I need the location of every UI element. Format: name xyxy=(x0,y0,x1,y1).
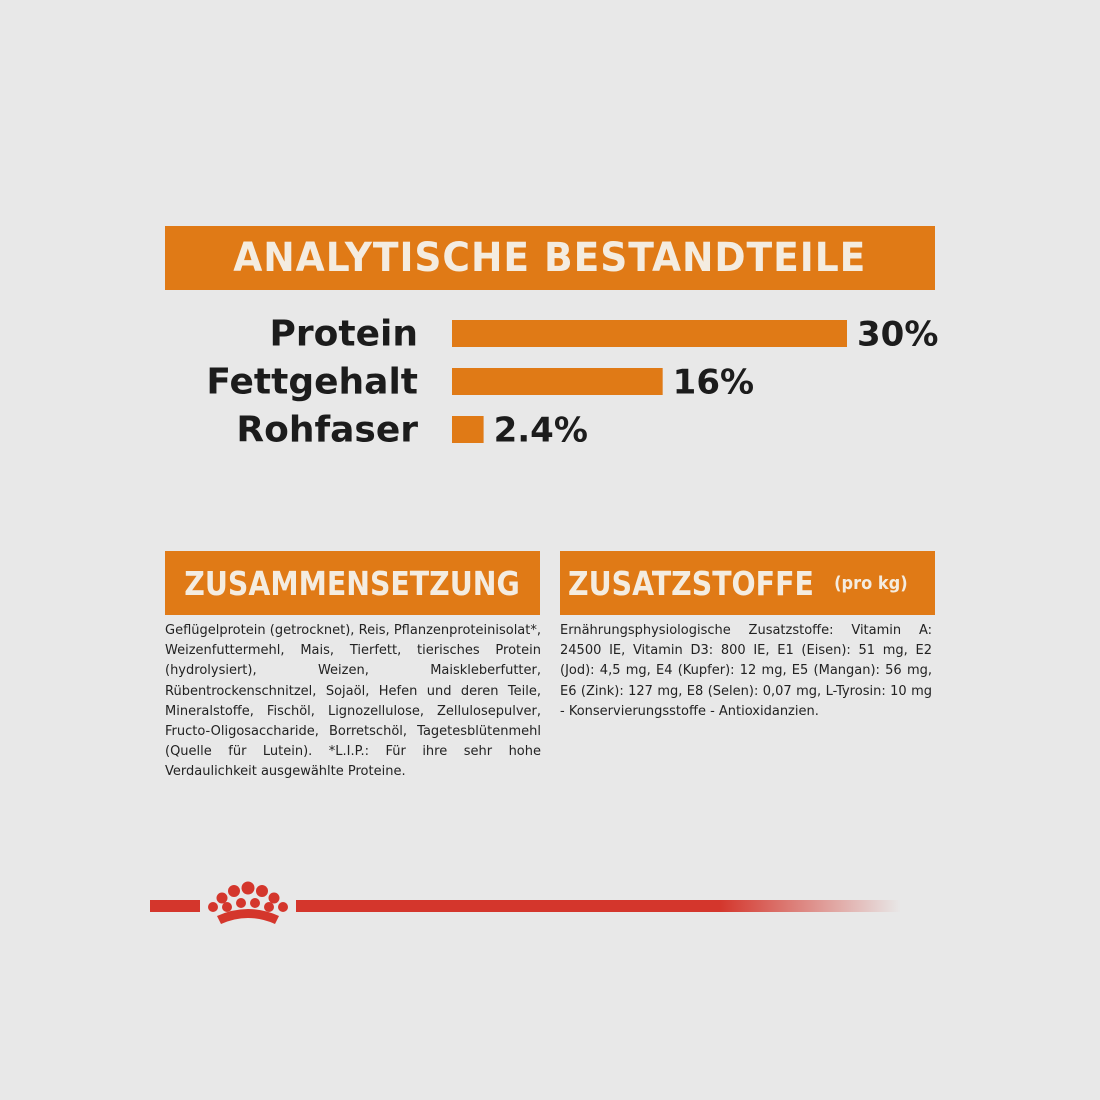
value-label-rohfaser: 2.4% xyxy=(493,410,588,451)
value-label-protein: 30% xyxy=(857,314,939,355)
bar-rohfaser xyxy=(452,416,484,443)
crown-icon xyxy=(205,880,291,928)
bar-protein xyxy=(452,320,847,347)
analysis-header xyxy=(165,226,935,290)
brand-line-right xyxy=(296,900,901,912)
additives-subtitle: (pro kg) xyxy=(833,572,908,594)
analysis-title: ANALYTISCHE BESTANDTEILE xyxy=(233,235,867,281)
composition-text: Geflügelprotein (getrocknet), Reis, Pflanzenproteinisolat*, Weizenfuttermehl, Mais, Tierfett, tierisches Protein (hydrolysiert), Weizen, Maiskleberfutter, Rübentrockenschnitzel, Sojaöl, Hefen und deren Teile, Mineralstoffe, Fischöl, Lignozellulose, Zellulosepulver, Fructo-Oligosaccharide, Borretschöl, Tagetesblütenmehl (Quelle für Lutein). *L.I.P.: Für ihre sehr hohe Verdaulichkeit ausgewählte Proteine. xyxy=(165,623,541,780)
additives-header xyxy=(560,551,935,615)
value-label-fettgehalt: 16% xyxy=(672,362,755,403)
category-label-fettgehalt: Fettgehalt xyxy=(206,361,418,403)
composition-header xyxy=(165,551,540,615)
bar-fettgehalt xyxy=(452,368,663,395)
additives-text: Ernährungsphysiologische Zusatzstoffe: Vitamin A: 24500 IE, Vitamin D3: 800 IE, E1 (Eisen): 51 mg, E2 (Jod): 4,5 mg, E4 (Kupfer): 12 mg, E5 (Mangan): 56 mg, E6 (Zink): 127 mg, E8 (Selen): 0,07 mg, L-Tyrosin: 10 mg - Konservierungsstoffe - Antioxidanzien. xyxy=(560,623,932,719)
additives-title: ZUSATZSTOFFE xyxy=(568,563,814,603)
category-label-rohfaser: Rohfaser xyxy=(236,409,418,451)
category-label-protein: Protein xyxy=(269,313,418,355)
nutrient-bar-chart xyxy=(0,300,1100,470)
composition-title: ZUSAMMENSETZUNG xyxy=(184,563,521,603)
brand-line-left xyxy=(150,900,200,912)
